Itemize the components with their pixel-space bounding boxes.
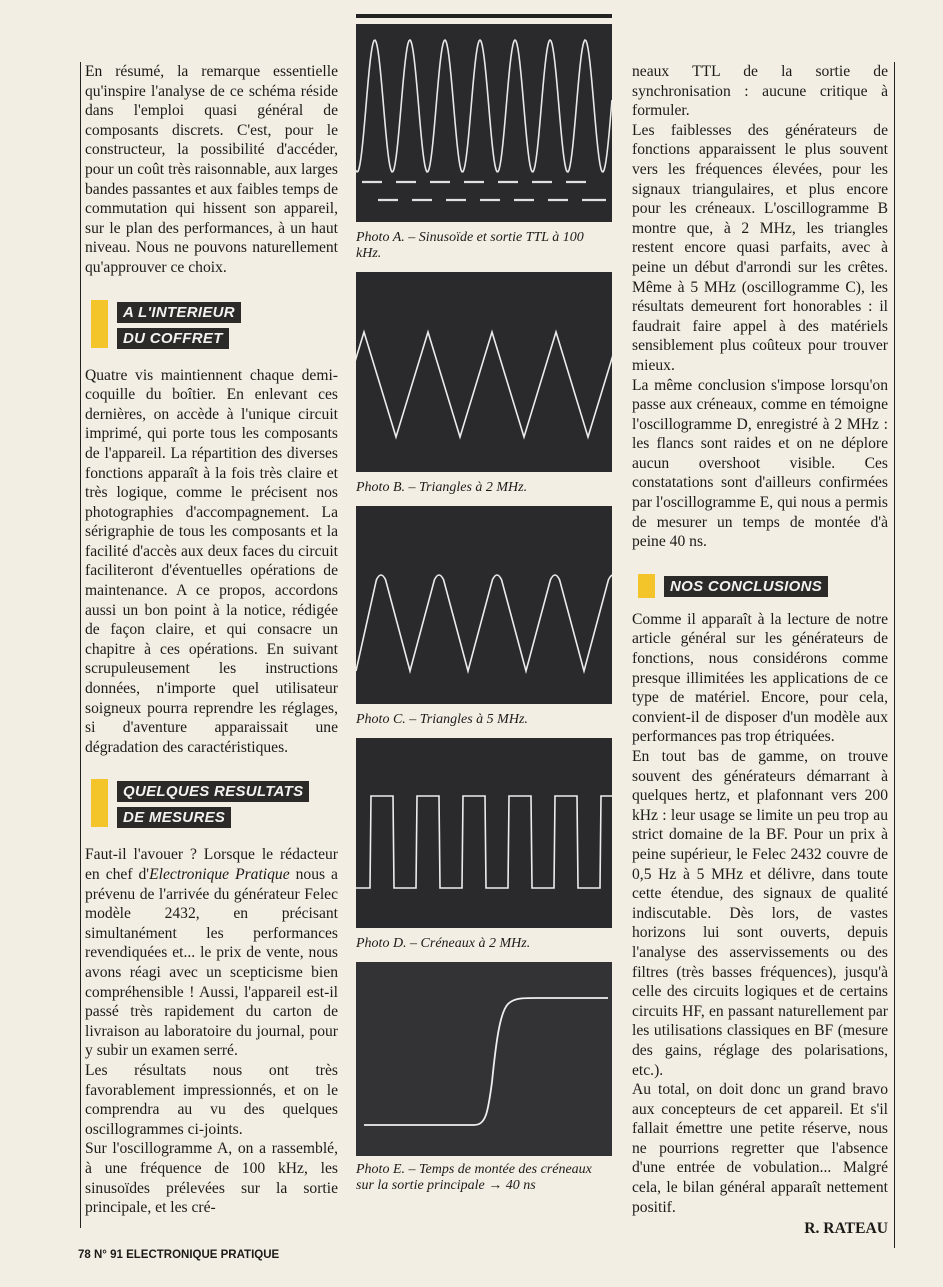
photo-e bbox=[356, 962, 612, 1156]
right-paragraph-1: neaux TTL de la sortie de synchronisation : aucune critique à formuler. bbox=[632, 63, 888, 120]
caption-a: Photo A. – Sinusoïde et sortie TTL à 100 kHz. bbox=[356, 230, 584, 261]
left-column bbox=[80, 62, 338, 1228]
heading-conclusions bbox=[632, 574, 888, 600]
text-part: Faut-il l'avouer ? Lorsque le rédacteur en chef d' bbox=[85, 846, 338, 883]
heading-line-2: DU COFFRET bbox=[117, 328, 229, 349]
sine-ttl-trace bbox=[356, 24, 612, 222]
conclusion-paragraph-1: Comme il apparaît à la lecture de notre article général sur les générateurs de fonctions, nous considérons comme presque illimitées les applications de ce type de matériel. Encore, pour cela, convient-il de disposer d'un modèle aux performances pas trop étriquées. bbox=[632, 610, 888, 746]
triangle-2mhz-trace bbox=[356, 272, 612, 472]
rise-time-trace bbox=[356, 962, 612, 1156]
magazine-name: Electronique Pratique bbox=[149, 866, 290, 883]
resultats-paragraph-3: Sur l'oscillogramme A, on a rassemblé, à une fréquence de 100 kHz, les sinusoïdes prélevées sur la sortie principale, et les cré- bbox=[85, 1140, 338, 1217]
page-footer: 78 N° 91 ELECTRONIQUE PRATIQUE bbox=[78, 1249, 280, 1261]
resultats-paragraph-1 bbox=[85, 845, 338, 1061]
conclusion-paragraph-3: Au total, on doit donc un grand bravo aux concepteurs de cet appareil. Et s'il fallait émettre une petite réserve, nous ne pourrions regretter que l'absence d'une entrée de vobulation... Malgré cela, le bilan général apparaît nettement positif. bbox=[632, 1081, 888, 1216]
caption-e: Photo E. – Temps de montée des créneaux sur la sortie principale → 40 ns bbox=[356, 1162, 592, 1193]
right-paragraph-3: La même conclusion s'impose lorsqu'on passe aux créneaux, comme en témoigne l'oscillogramme D, enregistré à 2 MHz : les flancs sont raides et on ne déplore aucun overshoot visible. Ces constatations sont d'ailleurs confirmées par l'oscillogramme E, qui nous a permis de mesurer un temps de montée d'à peine 40 ns. bbox=[632, 376, 888, 551]
heading-line-1: NOS CONCLUSIONS bbox=[664, 576, 828, 597]
caption-b: Photo B. – Triangles à 2 MHz. bbox=[356, 480, 528, 495]
photo-a bbox=[356, 24, 612, 222]
section-interieur-text: Quatre vis maintiennent chaque demi-coquille du boîtier. En enlevant ces dernières, on accède à l'unique circuit imprimé, qui porte tous les composants de l'appareil. La répartition des diverses fonctions apparaît à la fois très claire et très logique, comme le précisent nos photographies d'accompagnement. La sérigraphie de tous les composants et la facilité d'accès aux deux faces du circuit faciliteront d'éventuelles opérations de maintenance. A ce propos, accordons aussi un bon point à la notice, rédigée de façon claire, et qui consacre un chapitre à ces opérations. En suivant scrupuleusement les instructions données, n'importe quel utilisateur soigneux pourra reprendre les réglages, si d'aventure apparaissait une dégradation des caractéristiques. bbox=[85, 366, 338, 756]
heading-marker bbox=[638, 574, 655, 598]
right-column bbox=[632, 62, 895, 1248]
heading-marker bbox=[91, 300, 108, 348]
author-signature: R. RATEAU bbox=[804, 1220, 888, 1238]
heading-line-1: QUELQUES RESULTATS bbox=[117, 781, 309, 802]
heading-line-2: DE MESURES bbox=[117, 807, 231, 828]
resultats-paragraph-2: Les résultats nous ont très favorablement impressionnés, et on le comprendra au vu des quelques oscillogrammes ci-joints. bbox=[85, 1061, 338, 1138]
intro-paragraph: En résumé, la remarque essentielle qu'inspire l'analyse de ce schéma réside dans l'emploi quasi général de composants discrets. C'est, pour le constructeur, la possibilité d'accéder, pour un coût très raisonnable, aux larges bandes passantes et aux faibles temps de commutation qui hissent son appareil, sur le plan des performances, à un haut niveau. Nous ne pouvons naturellement qu'approuver ce choix. bbox=[85, 63, 338, 276]
text-part: nous a prévenu de l'arrivée du générateur Felec modèle 2432, en précisant simultanément les performances revendiquées et... le prix de vente, nous avons réagi avec un scepticisme bien compréhensible ! Aussi, l'appareil est-il passé très rapidement du carton de livraison au laboratoire du journal, pour y subir un examen serré. bbox=[85, 866, 338, 1060]
photo-b bbox=[356, 272, 612, 472]
right-paragraph-2: Les faiblesses des générateurs de fonctions apparaissent le plus souvent vers les fréquences élevées, pour les signaux triangulaires, et plus encore pour les créneaux. L'oscillogramme B montre que, à 2 MHz, les triangles restent encore quasi parfaits, avec à peine un début d'arrondi sur les crêtes. Même à 5 MHz (oscillogramme C), les résultats demeurent fort honorables : il faudrait faire appel à des matériels sensiblement plus coûteux pour trouver mieux. bbox=[632, 121, 888, 374]
photo-d bbox=[356, 738, 612, 928]
conclusion-paragraph-2: En tout bas de gamme, on trouve souvent des générateurs démarrant à quelques hertz, et plafonnant vers 200 kHz : leur usage se limite un peu trop au strict domaine de la BF. Pour un prix à peine supérieur, le Felec 2432 couvre de 0,5 Hz à 5 MHz et délivre, dans toute cette étendue, des signaux de qualité indiscutable. Dès lors, de vastes horizons lui sont ouverts, depuis l'analyse des asservissements ou des filtres (très basses fréquences), jusqu'à celle des circuits logiques et de certains circuits HF, en passant naturellement par les utilisations classiques en BF (mesure des gains, réglage des polarisations, etc.). bbox=[632, 748, 888, 1079]
triangle-5mhz-trace bbox=[356, 506, 612, 704]
square-2mhz-trace bbox=[356, 738, 612, 928]
heading-line-1: A L'INTERIEUR bbox=[117, 302, 241, 323]
caption-c: Photo C. – Triangles à 5 MHz. bbox=[356, 712, 528, 727]
photo-column bbox=[356, 0, 612, 1204]
heading-interieur bbox=[85, 300, 338, 352]
heading-marker bbox=[91, 779, 108, 827]
heading-resultats bbox=[85, 779, 338, 831]
caption-d: Photo D. – Créneaux à 2 MHz. bbox=[356, 936, 531, 951]
photo-c bbox=[356, 506, 612, 704]
